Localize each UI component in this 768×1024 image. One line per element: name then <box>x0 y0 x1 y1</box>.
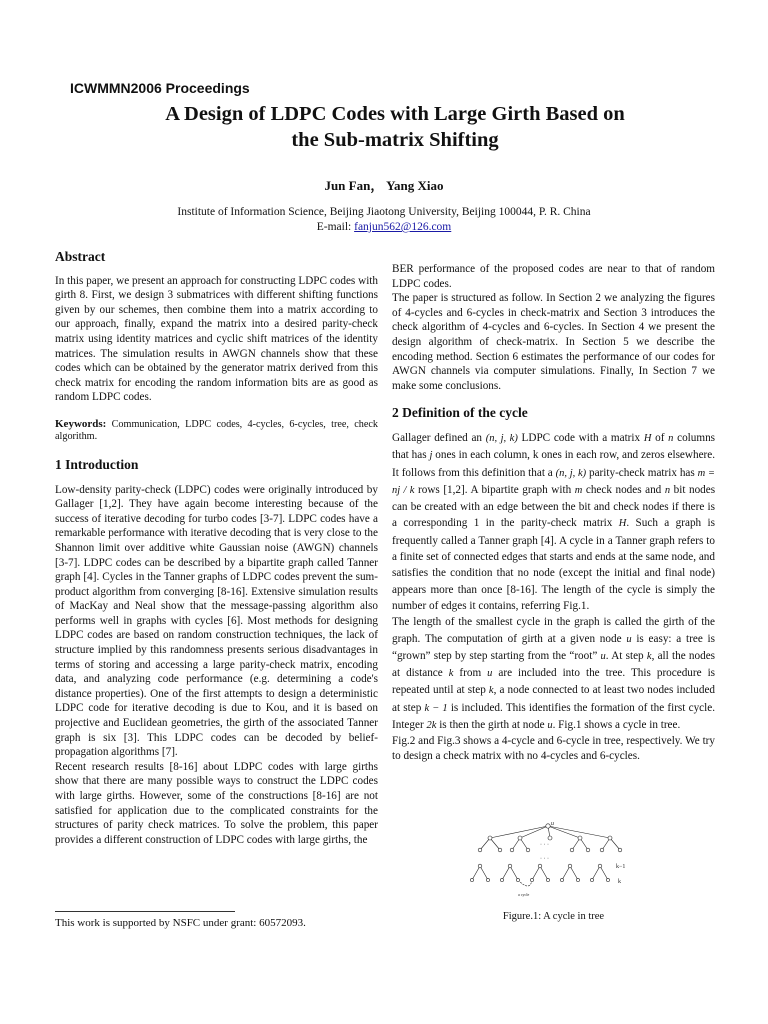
keywords-text: Communication, LDPC codes, 4-cycles, 6-cycles, tree, check algorithm. <box>55 418 378 443</box>
svg-text:· · ·: · · · <box>540 856 549 862</box>
section2-paragraph-3: Fig.2 and Fig.3 shows a 4-cycle and 6-cycle in tree, respectively. We try to design a check matrix with no 4-cycles and 6-cycles. <box>392 735 715 762</box>
right-paragraph-2: The paper is structured as follow. In Section 2 we analyzing the figures of 4-cycles and 6-cycles in check-matrix and Section 3 introduces the check algorithm of 4-cycles and 6-cycles. In Section 4 we present the design algorithm of check-matrix. In Section 5 we describe the encoding method. Section 6 estimates the performance of our codes for AWGN channels via computer simulations. Finally, In Section 7 we make some conclusions. <box>392 292 715 392</box>
right-paragraph-1: BER performance of the proposed codes are near to that of random LDPC codes. <box>392 263 715 290</box>
abstract-heading: Abstract <box>55 249 106 264</box>
level-k-label: k <box>618 879 621 885</box>
level-k-minus-1-label: k−1 <box>616 864 626 870</box>
paper-title <box>60 101 730 153</box>
email-link[interactable]: fanjun562@126.com <box>354 221 452 233</box>
keywords-label: Keywords: <box>55 417 107 430</box>
cycle-label: a cycle <box>518 892 530 897</box>
email-line <box>0 220 768 235</box>
figure-1-caption: Figure.1: A cycle in tree <box>502 911 605 922</box>
email-label: E-mail: <box>316 221 352 233</box>
left-column <box>55 250 378 847</box>
proceedings-label: ICWMMN2006 Proceedings <box>70 80 250 96</box>
section2-paragraph-2: The length of the smallest cycle in the graph is called the girth of the graph. The computation of girth at a given node u is easy: a tree is “grown” step by step starting from the “root” u. At step k, all the nodes at distance k from u are included into the tree. This procedure is repeated until at step k, a node connected to at least two nodes included at step k − 1 is included. This identifies the formation of the first cycle. Integer 2k is then the girth at node u. Fig.1 shows a cycle in tree. <box>392 616 716 731</box>
keywords <box>55 418 378 444</box>
footnote: This work is supported by NSFC under grant: 60572093. <box>55 917 306 929</box>
title-line-1: A Design of LDPC Codes with Large Girth Based on <box>165 103 625 125</box>
affiliation: Institute of Information Science, Beijing Jiaotong University, Beijing 100044, P. R. China <box>177 206 591 218</box>
section2-heading: 2 Definition of the cycle <box>392 405 528 421</box>
authors: Jun Fan， Yang Xiao <box>324 178 444 193</box>
intro-paragraph-2: Recent research results [8-16] about LDPC codes with large girths show that there are many possible ways to construct the LDPC codes with large girths. However, some of the constructions [8-16] are not satisfied for application due to the complicated constraints for the structures of parity check matrices. To solve the problem, this paper provides a different construction of LDPC codes with large girths, the <box>55 760 378 846</box>
svg-text:· · ·: · · · <box>540 842 549 848</box>
title-line-2: the Sub-matrix Shifting <box>291 129 499 151</box>
cycle-tree-diagram <box>460 820 640 898</box>
right-column <box>392 262 715 763</box>
intro-paragraph-1: Low-density parity-check (LDPC) codes were originally introduced by Gallager [1,2]. They have again become interesting because of the success of iterative decoding for turbo codes [3-7]. LDPC codes have a remarkable performance with iterative decoding that is very close to the Shannon limit over additive white Gaussian noise (AWGN) channels [3-7]. LDPC codes can be described by a bipartite graph called Tanner graph [4]. Cycles in the Tanner graphs of LDPC codes prevent the sum-product algorithm from converging [8-16]. Extensive simulation results of MacKay and Neal show that the message-passing algorithm also performs well in graphs with cycles [6]. Most methods for designing LDPC codes are based on random construction techniques, the lack of structure implied by this randomness presents serious disadvantages in terms of storing and accessing a large parity-check matrix, encoding data, and analyzing code performance (e.g. determining a code's distance properties). One of the first attempts to design a deterministic LDPC code for iterative decoding is due to Kou, and it is based on projective and Euclidean geometries, the girth of the associated Tanner graph is six [3]. This LDPC codes can be decoded by belief-propagation algorithms [7]. <box>55 483 378 759</box>
affiliation-block <box>0 205 768 235</box>
root-label: u <box>551 821 554 827</box>
intro-heading: 1 Introduction <box>55 456 139 472</box>
section2-paragraph-1: Gallager defined an (n, j, k) LDPC code with a matrix H of n columns that has j ones in each column, k ones in each row, and zeros elsewhere. It follows from this definition that a (n, j, k) parity-check matrix has m = nj / k rows [1,2]. A bipartite graph with m check nodes and n bit nodes can be created with an edge between the bit and check nodes if there is a corresponding 1 in the parity-check matrix H. Such a graph is frequently called a Tanner graph [4]. A cycle in a Tanner graph refers to a finite set of connected edges that starts and ends at the same node, and satisfies the condition that no node (except the initial and final node) appears more than once [8-16]. The length of the cycle is simply the number of edges it contains, referring Fig.1. <box>392 431 716 612</box>
abstract-text: In this paper, we present an approach for constructing LDPC codes with girth 8. First, we design 3 submatrices with different shifting functions given by our schemes, then combine them into a matrix according to our approach, finally, expand the matrix into a desired parity-check matrix using identity matrices and cyclic shift matrices of the identity matrices. The simulation results in AWGN channels show that these codes which can be obtained by the generator matrix derived from this check matrix for encoding the random information bits are as good as random LDPC codes. <box>55 274 378 404</box>
figure-1 <box>460 820 640 898</box>
footnote-rule <box>55 911 235 912</box>
